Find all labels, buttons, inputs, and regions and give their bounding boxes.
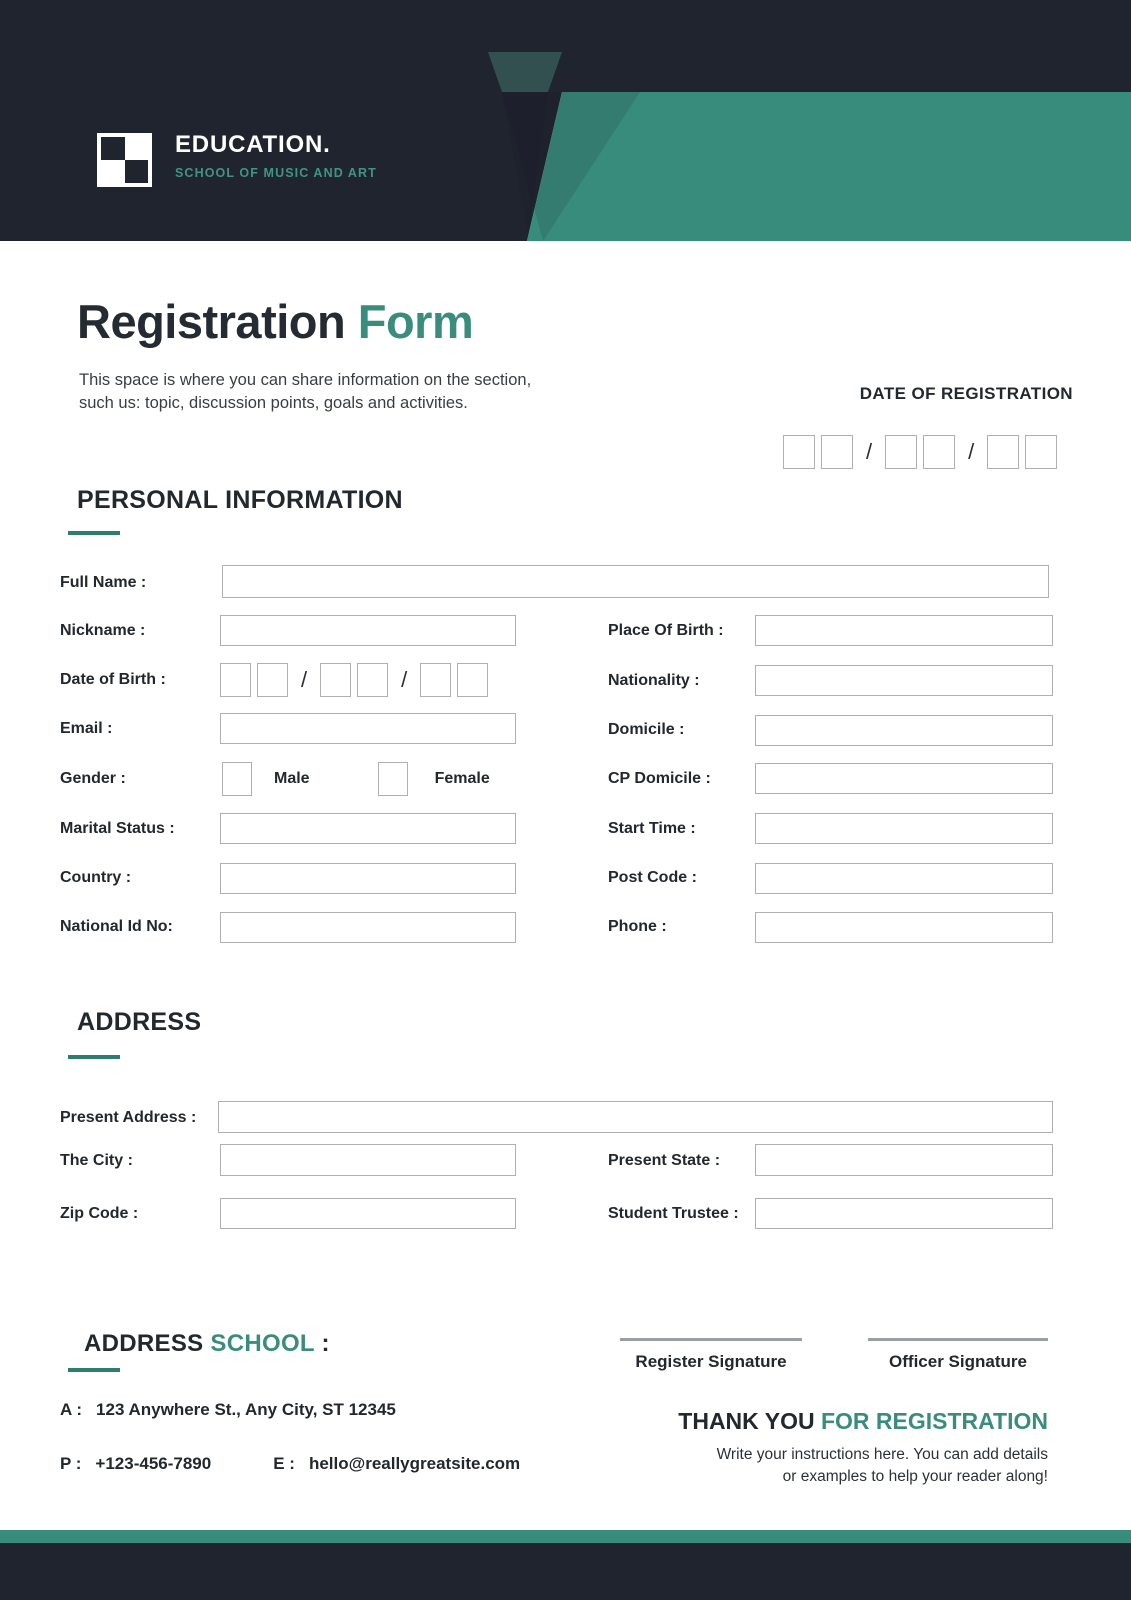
page-title-accent: Form [357,295,474,348]
dob-month-box-2[interactable] [357,663,388,697]
student-trustee-label: Student Trustee : [608,1205,739,1222]
marital-status-input[interactable] [220,813,516,844]
thank-you-note-line-1: Write your instructions here. You can add details [716,1446,1048,1463]
present-address-label: Present Address : [60,1109,197,1126]
page-title-main: Registration [77,295,346,348]
full-name-input[interactable] [222,565,1049,598]
dob-day-box-2[interactable] [257,663,288,697]
officer-signature-line [868,1338,1048,1341]
place-of-birth-label: Place Of Birth : [608,622,724,639]
student-trustee-input[interactable] [755,1198,1053,1229]
page-title [77,294,473,349]
contact-phone-value: +123-456-7890 [95,1454,212,1473]
date-reg-year-box-1[interactable] [987,435,1019,469]
domicile-label: Domicile : [608,721,685,738]
date-separator: / [866,439,873,464]
contact-phone-email-row [60,1454,520,1474]
dob-year-box-1[interactable] [420,663,451,697]
start-time-input[interactable] [755,813,1053,844]
the-city-input[interactable] [220,1144,516,1176]
zip-code-label: Zip Code : [60,1205,139,1222]
address-heading: ADDRESS [77,1008,202,1036]
date-of-birth-boxes [220,663,488,697]
contact-email-key: E : [273,1454,295,1473]
date-separator: / [401,667,408,692]
footer-dark-band [0,1543,1131,1600]
register-signature-label: Register Signature [635,1352,787,1371]
country-label: Country : [60,869,132,886]
thank-you-note [717,1444,1048,1488]
date-of-birth-label: Date of Birth : [60,671,166,688]
place-of-birth-input[interactable] [755,615,1053,646]
officer-signature-label: Officer Signature [889,1352,1027,1371]
nickname-label: Nickname : [60,622,146,639]
date-reg-month-box-2[interactable] [923,435,955,469]
present-address-input[interactable] [218,1101,1053,1133]
contact-address-key: A : [60,1400,83,1419]
personal-information-heading: PERSONAL INFORMATION [77,486,403,514]
address-school-underline [68,1368,120,1372]
brand-tagline: SCHOOL OF MUSIC AND ART [175,166,377,180]
national-id-input[interactable] [220,912,516,943]
date-reg-year-box-2[interactable] [1025,435,1057,469]
gender-female-checkbox[interactable] [378,762,408,796]
personal-heading-underline [68,531,120,535]
cp-domicile-label: CP Domicile : [608,770,711,787]
address-school-heading-colon: : [321,1330,330,1357]
dob-year-box-2[interactable] [457,663,488,697]
email-label: Email : [60,720,113,737]
post-code-label: Post Code : [608,869,697,886]
contact-email-value: hello@reallygreatsite.com [308,1454,521,1473]
intro-line-2: such us: topic, discussion points, goals and activities. [79,394,468,412]
marital-status-label: Marital Status : [60,820,175,837]
zip-code-input[interactable] [220,1198,516,1229]
footer-teal-band [0,1530,1131,1543]
register-signature-line [620,1338,802,1341]
contact-address-value: 123 Anywhere St., Any City, ST 12345 [96,1400,396,1419]
phone-label: Phone : [608,918,667,935]
dob-month-box-1[interactable] [320,663,351,697]
start-time-label: Start Time : [608,820,696,837]
phone-input[interactable] [755,912,1053,943]
the-city-label: The City : [60,1152,133,1169]
intro-text [79,369,531,415]
date-of-registration-label: DATE OF REGISTRATION [859,384,1073,403]
gender-options [222,762,490,796]
domicile-input[interactable] [755,715,1053,746]
intro-line-1: This space is where you can share information on the section, [79,371,532,389]
thank-you-heading [678,1408,1048,1435]
date-reg-day-box-1[interactable] [783,435,815,469]
date-separator: / [301,667,308,692]
country-input[interactable] [220,863,516,894]
address-school-heading-main: ADDRESS [84,1330,204,1357]
date-reg-day-box-2[interactable] [821,435,853,469]
thank-you-accent: FOR REGISTRATION [820,1408,1048,1434]
date-reg-month-box-1[interactable] [885,435,917,469]
gender-male-label: Male [274,770,310,787]
nationality-input[interactable] [755,665,1053,696]
cp-domicile-input[interactable] [755,763,1053,794]
present-state-input[interactable] [755,1144,1053,1176]
gender-male-checkbox[interactable] [222,762,252,796]
contact-address-row [60,1400,396,1420]
thank-you-note-line-2: or examples to help your reader along! [782,1468,1048,1485]
nickname-input[interactable] [220,615,516,646]
school-logo-checkerboard-icon [97,133,152,187]
dob-day-box-1[interactable] [220,663,251,697]
address-heading-underline [68,1055,120,1059]
present-state-label: Present State : [608,1152,721,1169]
date-of-registration-boxes [783,435,1057,469]
thank-you-main: THANK YOU [678,1408,815,1434]
email-input[interactable] [220,713,516,744]
nationality-label: Nationality : [608,672,700,689]
contact-phone-key: P : [60,1454,82,1473]
full-name-label: Full Name : [60,574,147,591]
post-code-input[interactable] [755,863,1053,894]
address-school-heading [84,1330,330,1358]
address-school-heading-accent: SCHOOL [210,1330,315,1357]
gender-label: Gender : [60,770,126,787]
gender-female-label: Female [434,770,490,787]
national-id-label: National Id No: [60,918,173,935]
date-separator: / [968,439,975,464]
brand-name: EDUCATION. [175,131,331,158]
